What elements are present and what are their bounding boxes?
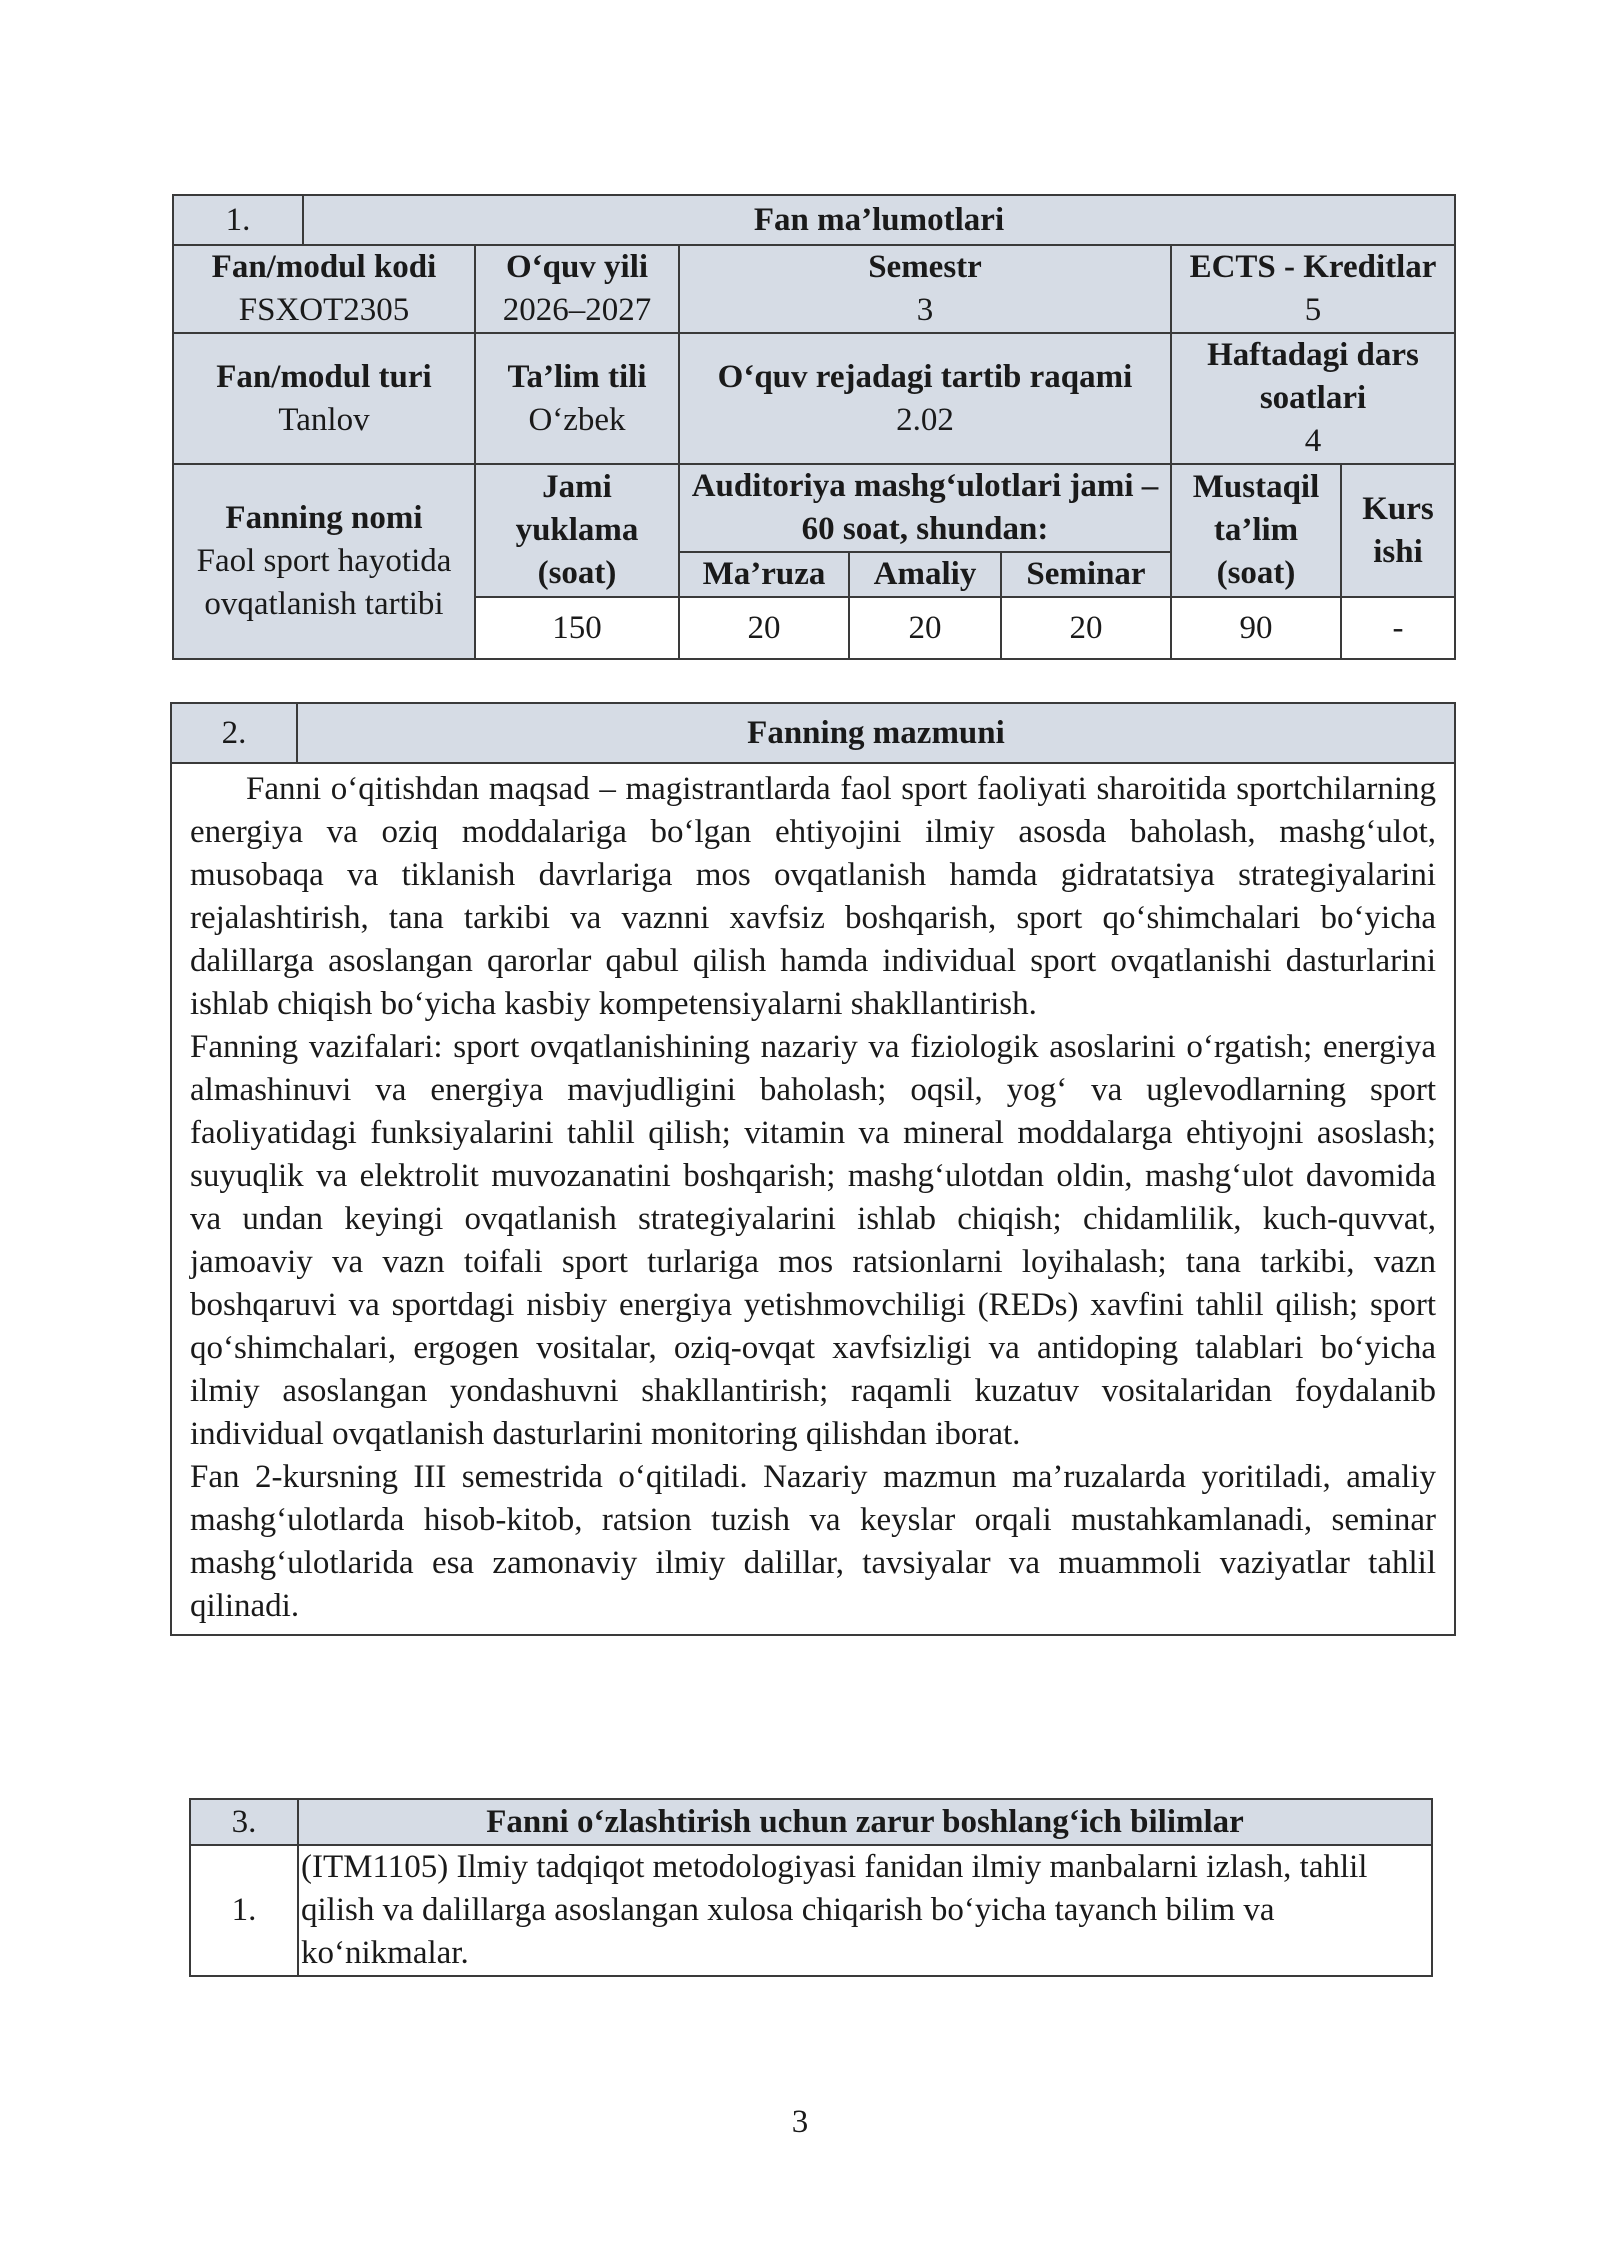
independent-study-value: 90 [1171,597,1341,659]
prerequisite-number: 1. [190,1845,298,1976]
prerequisite-text: (ITM1105) Ilmiy tadqiqot metodologiyasi fanidan ilmiy manbalarni izlash, tahlil qilish va dalillarga asoslangan xulosa chiqarish bo‘yicha tayanch bilim va ko‘nikmalar. [298,1845,1432,1976]
academic-year-cell [475,245,679,333]
language-label: Ta’lim tili [507,358,647,395]
coursework-value: - [1341,597,1455,659]
prerequisites-table [189,1798,1433,1977]
semester-label: Semestr [868,249,982,285]
section-number: 3. [190,1799,298,1845]
academic-year-value: 2026–2027 [502,292,652,328]
language-cell [475,333,679,464]
lecture-value: 20 [679,597,849,659]
course-content-table [170,702,1456,1636]
independent-study-label: Mustaqil ta’lim (soat) [1171,464,1341,597]
course-type-cell [173,333,475,464]
weekly-hours-value: 4 [1304,423,1322,459]
course-code-cell [173,245,475,333]
academic-year-label: O‘quv yili [505,249,649,285]
practice-label: Amaliy [849,552,1001,597]
course-code-label: Fan/modul kodi [211,249,437,285]
course-name-cell [173,464,475,659]
total-load-value: 150 [475,597,679,659]
seminar-label: Seminar [1001,552,1171,597]
course-name-label: Fanning nomi [225,500,423,536]
content-paragraph-tasks: Fanning vazifalari: sport ovqatlanishining nazariy va fiziologik asoslarini o‘rgatish; energiya almashinuvi va energiya mavjudligini baholash; oqsil, yog‘ va uglevodlarning sport faoliyatidagi funksiyalarini tahlil qilish; vitamin va mineral moddalarga ehtiyojni asoslash; suyuqlik va elektrolit muvozanatini boshqarish; mashg‘ulotdan oldin, mashg‘ulot davomida va undan keyingi ovqatlanish strategiyalarini ishlab chiqish; chidamlilik, kuch-quvvat, jamoaviy va vazn toifali sport turlariga mos ratsionlarni loyihalash; tana tarkibi, vazn boshqaruvi va sportdagi nisbiy energiya yetishmovchiligi (REDs) xavfini tahlil qilish; sport qo‘shimchalari, ergogen vositalar, oziq-ovqat xavfsizligi va antidoping talablari bo‘yicha ilmiy asoslangan yondashuvni shakllantirish; raqamli kuzatuv vositalaridan foydalanib individual ovqatlanish dasturlarini monitoring qilishdan iborat. [190,1029,1436,1452]
language-value: O‘zbek [528,401,626,438]
page-number: 3 [791,2104,809,2140]
section-number: 2. [171,703,297,763]
curriculum-order-label: O‘quv rejadagi tartib raqami [717,358,1133,395]
course-info-table [172,194,1456,660]
curriculum-order-value: 2.02 [896,401,954,438]
seminar-value: 20 [1001,597,1171,659]
auditory-hours-label: Auditoriya mashg‘ulotlari jami – 60 soat, shundan: [679,464,1171,552]
course-type-label: Fan/modul turi [216,358,432,395]
course-content-body [171,763,1455,1635]
ects-label: ECTS - Kreditlar [1189,249,1437,285]
weekly-hours-label: Haftadagi dars soatlari [1207,337,1419,416]
section-title: Fanning mazmuni [297,703,1455,763]
section-number: 1. [173,195,303,245]
ects-cell [1171,245,1455,333]
ects-value: 5 [1304,292,1322,328]
semester-value: 3 [916,292,934,328]
lecture-label: Ma’ruza [679,552,849,597]
semester-cell [679,245,1171,333]
section-title: Fanni o‘zlashtirish uchun zarur boshlang‘ich bilimlar [298,1799,1432,1845]
total-load-label: Jami yuklama (soat) [475,464,679,597]
course-name-value: Faol sport hayotida ovqatlanish tartibi [196,543,452,622]
course-code-value: FSXOT2305 [238,292,410,328]
content-paragraph-delivery: Fan 2-kursning III semestrida o‘qitiladi. Nazariy mazmun ma’ruzalarda yoritiladi, amaliy mashg‘ulotlarda hisob-kitob, ratsion tuzish va keyslar orqali mustahkamlanadi, seminar mashg‘ulotlarida esa zamonaviy ilmiy dalillar, tavsiyalar va muammoli vaziyatlar tahlil qilinadi. [190,1459,1436,1624]
practice-value: 20 [849,597,1001,659]
section-title: Fan ma’lumotlari [303,195,1455,245]
curriculum-order-cell [679,333,1171,464]
content-paragraph-goal: Fanni o‘qitishdan maqsad – magistrantlarda faol sport faoliyati sharoitida sportchilarning energiya va oziq moddalariga bo‘lgan ehtiyojini ilmiy asosda baholash, mashg‘ulot, musobaqa va tiklanish davrlariga mos ovqatlanish hamda gidratatsiya strategiyalarini rejalashtirish, tana tarkibi va vaznni xavfsiz boshqarish, sport qo‘shimchalari bo‘yicha dalillarga asoslangan qarorlar qabul qilish hamda individual sport ovqatlanishi dasturlarini ishlab chiqish bo‘yicha kasbiy kompetensiyalarni shakllantirish. [190,771,1436,1022]
course-type-value: Tanlov [278,401,370,438]
weekly-hours-cell [1171,333,1455,464]
coursework-label: Kurs ishi [1341,464,1455,597]
